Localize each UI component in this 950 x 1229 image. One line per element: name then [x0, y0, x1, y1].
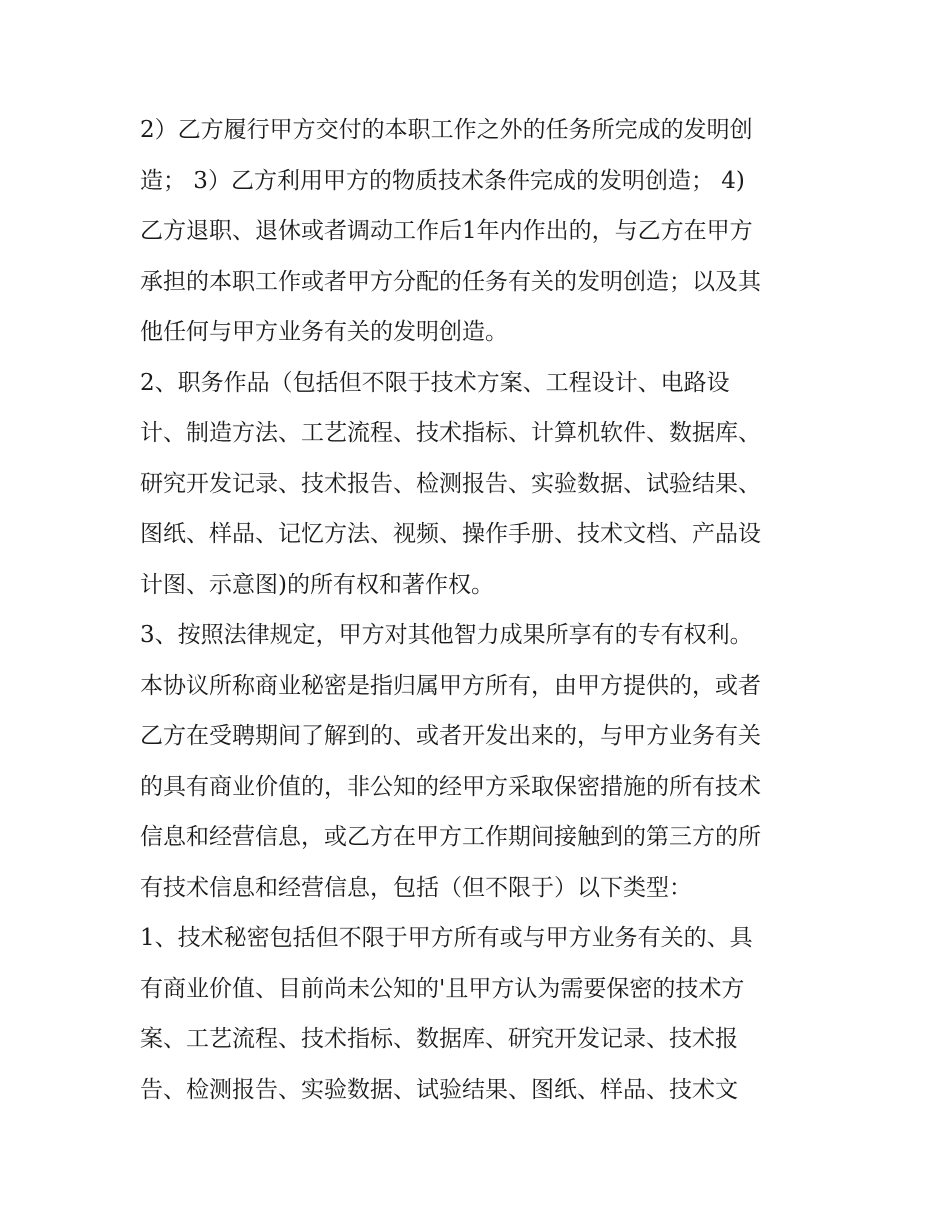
text-line: 研究开发记录、技术报告、检测报告、实验数据、试验结果、: [140, 470, 761, 497]
text-line: 图纸、样品、记忆方法、视频、操作手册、技术文档、产品设: [140, 521, 761, 547]
text-line: 承担的本职工作或者甲方分配的任务有关的发明创造；以及其: [140, 268, 761, 295]
text-line: 的具有商业价值的，非公知的经甲方采取保密措施的所有技术: [140, 773, 761, 800]
text-line: 本协议所称商业秘密是指归属甲方所有，由甲方提供的，或者: [140, 672, 761, 699]
text-line: 计、制造方法、工艺流程、技术指标、计算机软件、数据库、: [140, 420, 761, 446]
text-line: 2）乙方履行甲方交付的本职工作之外的任务所完成的发明创: [140, 117, 753, 143]
text-line: 有技术信息和经营信息，包括（但不限于）以下类型：: [140, 874, 692, 901]
text-line: 3、按照法律规定，甲方对其他智力成果所享有的专有权利。: [140, 622, 753, 648]
text-line: 乙方退职、退休或者调动工作后1年内作出的，与乙方在甲方: [140, 218, 753, 244]
text-line: 他任何与甲方业务有关的发明创造。: [140, 319, 508, 345]
text-line: 案、工艺流程、技术指标、数据库、研究开发记录、技术报: [140, 1026, 738, 1052]
text-line: 乙方在受聘期间了解到的、或者开发出来的，与甲方业务有关: [140, 723, 761, 749]
text-line: 造； 3）乙方利用甲方的物质技术条件完成的发明创造； 4): [140, 167, 745, 194]
text-line: 告、检测报告、实验数据、试验结果、图纸、样品、技术文: [140, 1076, 738, 1103]
text-line: 2、职务作品（包括但不限于技术方案、工程设计、电路设: [140, 369, 730, 396]
document-body: [140, 105, 820, 1115]
text-line: 1、技术秘密包括但不限于甲方所有或与甲方业务有关的、具: [140, 925, 753, 951]
text-line: 计图、示意图)的所有权和著作权。: [140, 571, 494, 598]
text-line: 信息和经营信息，或乙方在甲方工作期间接触到的第三方的所: [140, 824, 761, 850]
text-line: 有商业价值、目前尚未公知的'且甲方认为需要保密的技术方: [140, 975, 745, 1002]
